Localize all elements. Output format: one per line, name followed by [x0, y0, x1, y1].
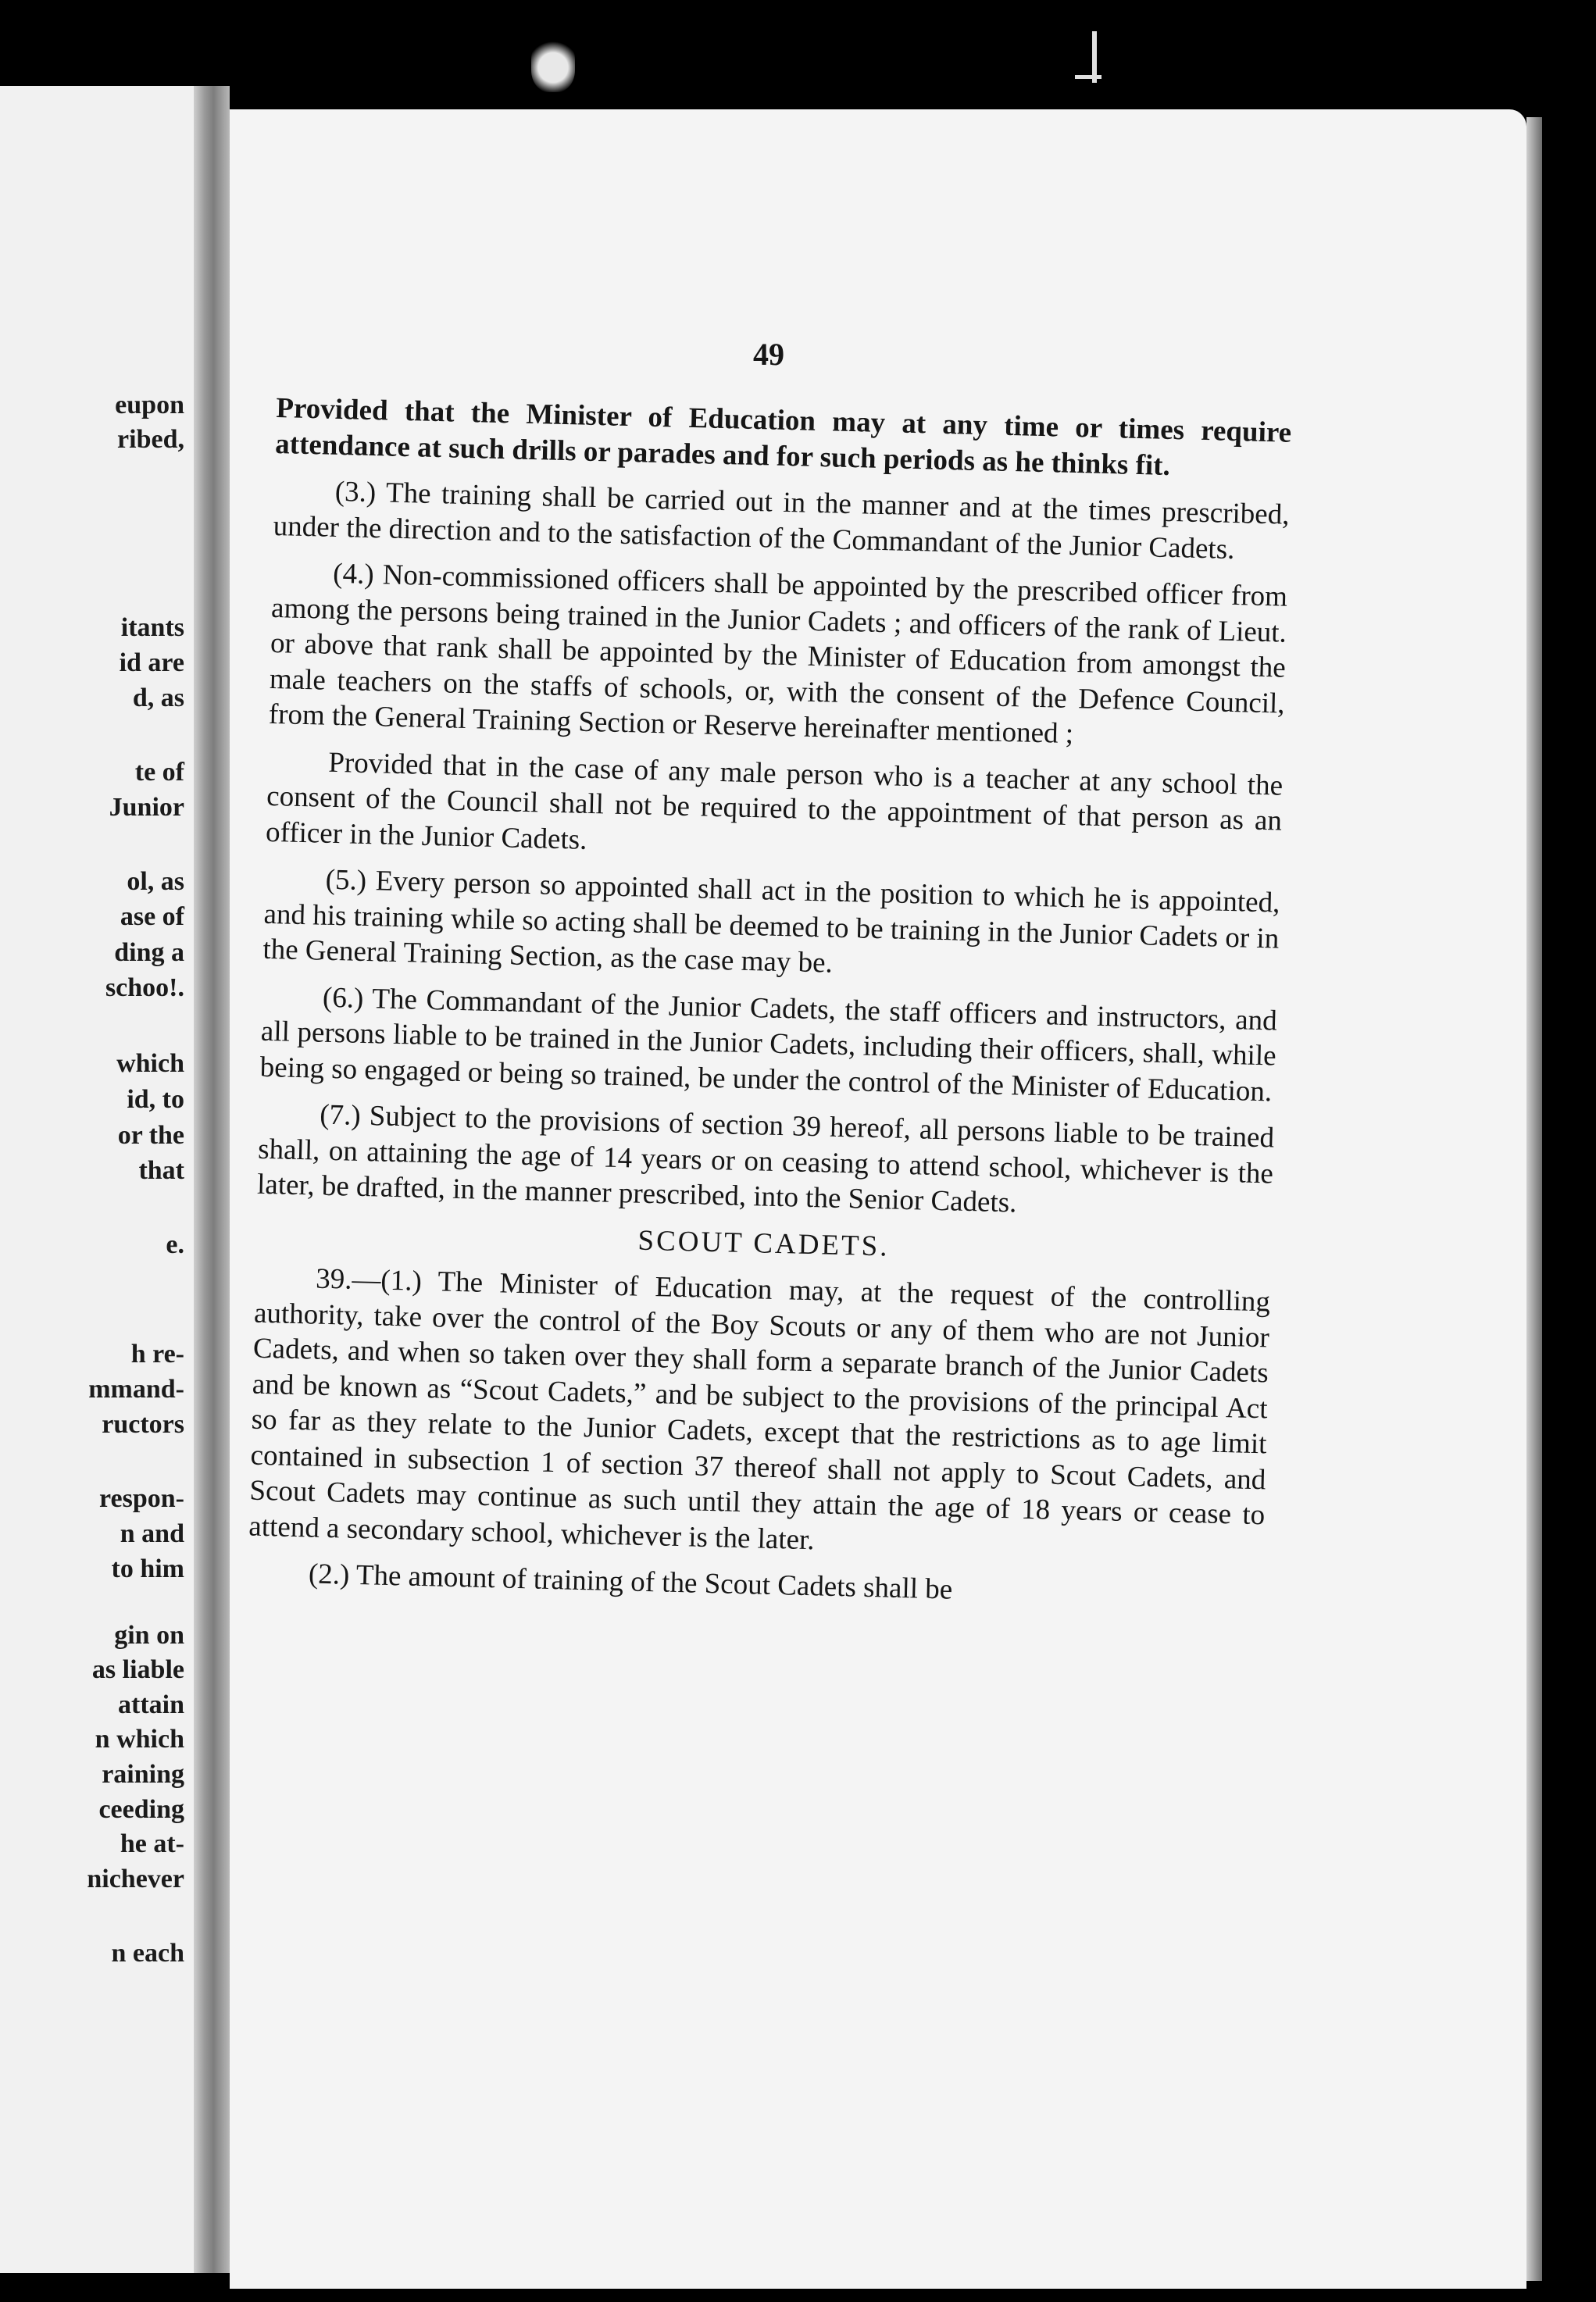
page-edge: [1526, 117, 1542, 2281]
left-text-fragment: ol, as: [127, 867, 184, 896]
left-text-fragment: n each: [111, 1939, 184, 1968]
right-page: [230, 109, 1526, 2289]
paragraph: 39.—(1.) The Minister of Education may, at the request of the controlling authority, take over the control of the Boy Scouts or any of them who are not Junior Cadets, and when so taken over they shall form a separate branch of the Junior Cadets and be known as “Scout Cadets,” and be subject to the provisions of the principal Act so far as they relate to the Junior Cadets, except that the restrictions as to age limit contained in subsection 1 of section 37 thereof shall not apply to Scout Cadets, and Scout Cadets may continue as such until they attain the age of 18 years or cease to attend a secondary school, whichever is the later.: [248, 1262, 1271, 1556]
left-text-fragment: id, to: [127, 1085, 184, 1114]
left-text-fragment: d, as: [132, 683, 184, 712]
left-text-fragment: mmand-: [88, 1375, 184, 1404]
left-text-fragment: h re-: [130, 1340, 184, 1369]
page-number: 49: [753, 337, 784, 372]
paragraph: (7.) Subject to the provisions of section 39 hereof, all persons liable to be trained shall, on attaining the age of 14 years or on ceasing to attend school, whichever is the later, be drafted, in the manner prescribed, into the Senior Cadets.: [256, 1098, 1275, 1219]
left-text-fragment: itants: [120, 613, 184, 642]
paragraph: Provided that in the case of any male person who is a teacher at any school the consent of the Council shall not be required to the appointment of that person as an officer in the Junior Cadets.: [265, 746, 1284, 856]
paragraph: (5.) Every person so appointed shall act in the position to which he is appointed, and his training while so acting shall be deemed to be training in the Junior Cadets or in the General Training Section, as the case may be.: [262, 863, 1280, 980]
left-text-fragment: ceeding: [98, 1795, 184, 1824]
paragraph: (2.) The amount of training of the Scout Cadets shall be: [308, 1558, 953, 1606]
left-text-fragment: te of: [134, 758, 184, 787]
left-text-fragment: respon-: [99, 1484, 184, 1513]
left-text-fragment: Junior: [109, 793, 184, 822]
left-text-fragment: or the: [117, 1121, 184, 1150]
left-text-fragment: id are: [119, 648, 184, 677]
left-text-fragment: n which: [95, 1725, 184, 1754]
left-text-fragment: ructors: [102, 1410, 184, 1439]
book-gutter: [194, 86, 230, 2273]
left-text-fragment: attain: [118, 1690, 184, 1719]
left-text-fragment: ribed,: [117, 425, 184, 454]
paragraph: Provided that the Minister of Education may at any time or times require attendance at such drills or parades and for such periods as he thinks fit.: [274, 391, 1292, 482]
left-text-fragment: eupon: [115, 391, 184, 419]
left-text-fragment: schoo!.: [105, 973, 184, 1002]
left-text-fragment: which: [116, 1049, 184, 1078]
scan-artifact: [1075, 75, 1101, 79]
left-text-fragment: n and: [120, 1519, 184, 1548]
left-text-fragment: as liable: [91, 1655, 184, 1684]
paragraph: (3.) The training shall be carried out in the manner and at the times prescribed, under the direction and to the satisfaction of the Commandant of the Junior Cadets.: [273, 475, 1290, 566]
left-text-fragment: to him: [111, 1554, 184, 1583]
left-text-fragment: raining: [102, 1760, 184, 1789]
left-text-fragment: ase of: [120, 902, 184, 931]
left-page-fragment: [0, 86, 194, 2273]
scan-artifact: [531, 37, 575, 92]
left-text-fragment: ding a: [114, 938, 184, 967]
body-text: [247, 391, 1291, 1626]
left-text-fragment: that: [138, 1156, 184, 1185]
left-text-fragment: gin on: [114, 1621, 184, 1650]
paragraph: (4.) Non-commissioned officers shall be appointed by the prescribed officer from among the persons being trained in the Junior Cadets ; and officers of the rank of Lieut. or above that rank shall be appointed by the Minister of Education from amongst the male teachers on the staffs of schools, or, with the consent of the Defence Council, from the General Training Section or Reserve hereinafter mentioned ;: [268, 557, 1288, 751]
paragraph: (6.) The Commandant of the Junior Cadets, the staff officers and instructors, and all persons liable to be trained in the Junior Cadets, including their officers, shall, while being so engaged or being so trained, be under the control of the Minister of Education.: [259, 981, 1278, 1108]
left-text-fragment: e.: [166, 1230, 184, 1259]
section-heading: SCOUT CADETS.: [637, 1224, 890, 1262]
left-text-fragment: he at-: [120, 1829, 184, 1858]
left-text-fragment: nichever: [87, 1865, 184, 1893]
